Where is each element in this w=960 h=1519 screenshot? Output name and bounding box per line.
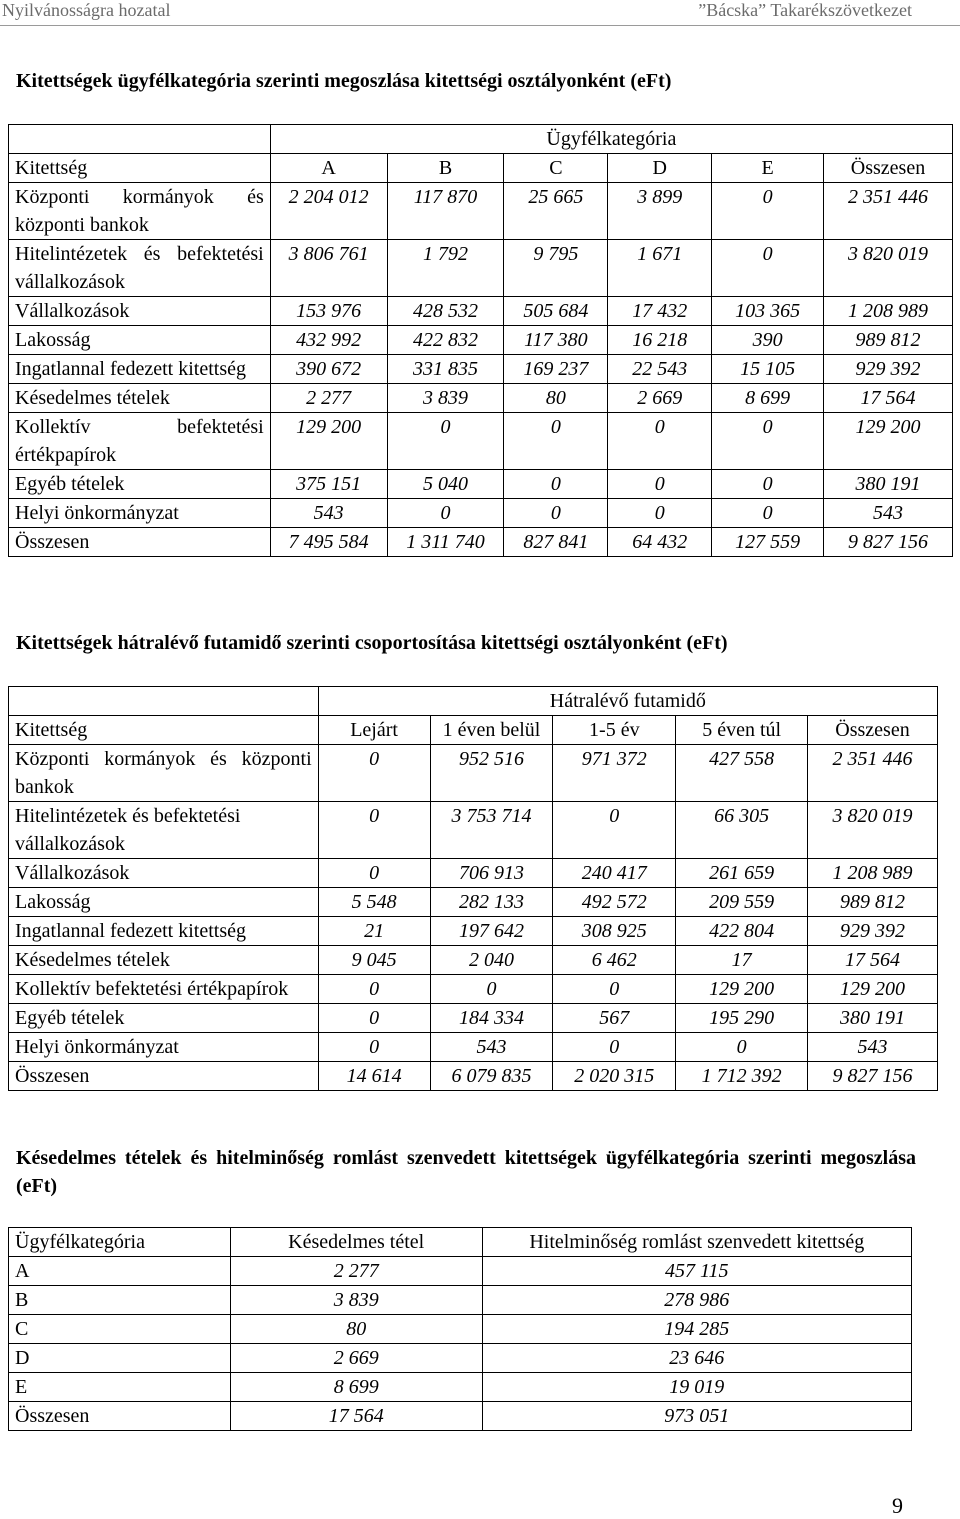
value-cell: 0 xyxy=(553,802,676,859)
value-cell: 0 xyxy=(553,975,676,1004)
row-label: Hitelintézetek és befektetési vállalkozások xyxy=(9,240,271,297)
value-cell: 8 699 xyxy=(230,1373,482,1402)
row-label: Ingatlannal fedezett kitettség xyxy=(9,917,319,946)
value-cell: 80 xyxy=(230,1315,482,1344)
value-cell: 0 xyxy=(608,470,712,499)
table-row xyxy=(9,183,953,240)
value-cell: 0 xyxy=(712,499,824,528)
value-cell: 971 372 xyxy=(553,745,676,802)
value-cell: 0 xyxy=(318,1004,430,1033)
value-cell: 0 xyxy=(504,470,608,499)
column-header: 5 éven túl xyxy=(676,716,808,745)
table-row xyxy=(9,1062,938,1091)
column-header: Kitettség xyxy=(9,716,319,745)
value-cell: 17 564 xyxy=(230,1402,482,1431)
value-cell: 2 020 315 xyxy=(553,1062,676,1091)
value-cell: 492 572 xyxy=(553,888,676,917)
value-cell: 0 xyxy=(712,240,824,297)
value-cell: 17 xyxy=(676,946,808,975)
value-cell: 3 820 019 xyxy=(808,802,938,859)
row-label: B xyxy=(9,1286,231,1315)
value-cell: 282 133 xyxy=(430,888,553,917)
table-row xyxy=(9,470,953,499)
value-cell: 929 392 xyxy=(808,917,938,946)
row-label: Egyéb tételek xyxy=(9,1004,319,1033)
value-cell: 0 xyxy=(318,859,430,888)
row-label: Lakosság xyxy=(9,888,319,917)
value-cell: 952 516 xyxy=(430,745,553,802)
column-header: B xyxy=(387,154,504,183)
value-cell: 1 712 392 xyxy=(676,1062,808,1091)
value-cell: 19 019 xyxy=(482,1373,911,1402)
value-cell: 390 672 xyxy=(270,355,387,384)
value-cell: 117 380 xyxy=(504,326,608,355)
row-label: D xyxy=(9,1344,231,1373)
overdue-impaired-table xyxy=(8,1227,912,1431)
value-cell: 6 079 835 xyxy=(430,1062,553,1091)
row-label: Késedelmes tételek xyxy=(9,946,319,975)
table-row xyxy=(9,888,938,917)
column-header: 1-5 év xyxy=(553,716,676,745)
value-cell: 0 xyxy=(387,499,504,528)
value-cell: 989 812 xyxy=(824,326,953,355)
table-row xyxy=(9,355,953,384)
value-cell: 127 559 xyxy=(712,528,824,557)
value-cell: 17 564 xyxy=(808,946,938,975)
row-label: Hitelintézetek és befektetési vállalkozások xyxy=(9,802,319,859)
table-row xyxy=(9,1315,912,1344)
value-cell: 103 365 xyxy=(712,297,824,326)
column-header-row xyxy=(9,154,953,183)
value-cell: 1 311 740 xyxy=(387,528,504,557)
value-cell: 1 792 xyxy=(387,240,504,297)
value-cell: 2 040 xyxy=(430,946,553,975)
table-header-row xyxy=(9,687,938,716)
value-cell: 0 xyxy=(712,470,824,499)
value-cell: 9 795 xyxy=(504,240,608,297)
value-cell: 0 xyxy=(608,413,712,470)
value-cell: 543 xyxy=(824,499,953,528)
value-cell: 1 671 xyxy=(608,240,712,297)
value-cell: 5 548 xyxy=(318,888,430,917)
value-cell: 543 xyxy=(270,499,387,528)
value-cell: 2 351 446 xyxy=(808,745,938,802)
table-row xyxy=(9,528,953,557)
value-cell: 15 105 xyxy=(712,355,824,384)
row-label: Lakosság xyxy=(9,326,271,355)
value-cell: 989 812 xyxy=(808,888,938,917)
value-cell: 0 xyxy=(504,413,608,470)
row-label: Kollektív befektetési értékpapírok xyxy=(9,975,319,1004)
value-cell: 827 841 xyxy=(504,528,608,557)
column-header: Összesen xyxy=(808,716,938,745)
value-cell: 2 351 446 xyxy=(824,183,953,240)
row-label: Vállalkozások xyxy=(9,297,271,326)
value-cell: 3 839 xyxy=(387,384,504,413)
header-right-text: ”Bácska” Takarékszövetkezet xyxy=(698,0,912,20)
row-label: Késedelmes tételek xyxy=(9,384,271,413)
row-label: Helyi önkormányzat xyxy=(9,499,271,528)
table-row xyxy=(9,975,938,1004)
header-divider xyxy=(0,25,960,26)
value-cell: 428 532 xyxy=(387,297,504,326)
value-cell: 422 804 xyxy=(676,917,808,946)
value-cell: 0 xyxy=(712,413,824,470)
exposure-by-client-category-table xyxy=(8,124,953,557)
value-cell: 2 277 xyxy=(230,1257,482,1286)
value-cell: 308 925 xyxy=(553,917,676,946)
table-row xyxy=(9,1004,938,1033)
table-row xyxy=(9,326,953,355)
value-cell: 2 204 012 xyxy=(270,183,387,240)
value-cell: 194 285 xyxy=(482,1315,911,1344)
value-cell: 209 559 xyxy=(676,888,808,917)
table-row xyxy=(9,917,938,946)
value-cell: 8 699 xyxy=(712,384,824,413)
column-header: C xyxy=(504,154,608,183)
section1-title: Kitettségek ügyfélkategória szerinti megoszlása kitettségi osztályonként (eFt) xyxy=(16,70,672,92)
column-header-row xyxy=(9,716,938,745)
value-cell: 0 xyxy=(430,975,553,1004)
value-cell: 129 200 xyxy=(676,975,808,1004)
value-cell: 3 839 xyxy=(230,1286,482,1315)
table-row xyxy=(9,745,938,802)
value-cell: 6 462 xyxy=(553,946,676,975)
value-cell: 129 200 xyxy=(824,413,953,470)
value-cell: 3 820 019 xyxy=(824,240,953,297)
value-cell: 17 432 xyxy=(608,297,712,326)
value-cell: 22 543 xyxy=(608,355,712,384)
value-cell: 432 992 xyxy=(270,326,387,355)
value-cell: 567 xyxy=(553,1004,676,1033)
table-row xyxy=(9,413,953,470)
value-cell: 543 xyxy=(808,1033,938,1062)
table1-body xyxy=(9,125,953,557)
table-row xyxy=(9,1033,938,1062)
value-cell: 117 870 xyxy=(387,183,504,240)
page-header xyxy=(0,0,960,26)
column-header: D xyxy=(608,154,712,183)
row-label: Egyéb tételek xyxy=(9,470,271,499)
value-cell: 380 191 xyxy=(824,470,953,499)
table-row xyxy=(9,240,953,297)
value-cell: 3 899 xyxy=(608,183,712,240)
value-cell: 457 115 xyxy=(482,1257,911,1286)
value-cell: 16 218 xyxy=(608,326,712,355)
value-cell: 1 208 989 xyxy=(808,859,938,888)
exposure-by-maturity-table xyxy=(8,686,938,1091)
value-cell: 17 564 xyxy=(824,384,953,413)
row-label: Központi kormányok és központi bankok xyxy=(9,183,271,240)
column-header: Lejárt xyxy=(318,716,430,745)
column-header: Ügyfélkategória xyxy=(9,1228,231,1257)
column-header: Összesen xyxy=(824,154,953,183)
value-cell: 195 290 xyxy=(676,1004,808,1033)
row-label: Összesen xyxy=(9,528,271,557)
value-cell: 184 334 xyxy=(430,1004,553,1033)
value-cell: 427 558 xyxy=(676,745,808,802)
value-cell: 543 xyxy=(430,1033,553,1062)
row-label: Helyi önkormányzat xyxy=(9,1033,319,1062)
value-cell: 5 040 xyxy=(387,470,504,499)
column-header: Kitettség xyxy=(9,154,271,183)
value-cell: 9 827 156 xyxy=(824,528,953,557)
value-cell: 129 200 xyxy=(808,975,938,1004)
value-cell: 0 xyxy=(318,975,430,1004)
column-header: A xyxy=(270,154,387,183)
table3-body xyxy=(9,1228,912,1431)
table-row xyxy=(9,946,938,975)
table-row xyxy=(9,384,953,413)
column-header: Hitelminőség romlást szenvedett kitettség xyxy=(482,1228,911,1257)
header-left-text: Nyilvánosságra hozatal xyxy=(2,0,171,20)
table-row xyxy=(9,1257,912,1286)
value-cell: 14 614 xyxy=(318,1062,430,1091)
table-group-header: Hátralévő futamidő xyxy=(318,687,937,716)
table-header-cell xyxy=(9,687,319,716)
table-row xyxy=(9,1286,912,1315)
value-cell: 0 xyxy=(553,1033,676,1062)
table-row xyxy=(9,297,953,326)
table-row xyxy=(9,499,953,528)
row-label: Összesen xyxy=(9,1402,231,1431)
value-cell: 380 191 xyxy=(808,1004,938,1033)
row-label: C xyxy=(9,1315,231,1344)
value-cell: 929 392 xyxy=(824,355,953,384)
section3-title: Késedelmes tételek és hitelminőség romlást szenvedett kitettségek ügyfélkategória szerinti megoszlása (eFt) xyxy=(16,1147,916,1197)
table-row xyxy=(9,802,938,859)
value-cell: 0 xyxy=(387,413,504,470)
value-cell: 505 684 xyxy=(504,297,608,326)
value-cell: 278 986 xyxy=(482,1286,911,1315)
value-cell: 9 045 xyxy=(318,946,430,975)
value-cell: 331 835 xyxy=(387,355,504,384)
value-cell: 66 305 xyxy=(676,802,808,859)
value-cell: 261 659 xyxy=(676,859,808,888)
page-number: 9 xyxy=(892,1493,903,1518)
row-label: Központi kormányok és központi bankok xyxy=(9,745,319,802)
value-cell: 21 xyxy=(318,917,430,946)
value-cell: 3 806 761 xyxy=(270,240,387,297)
table-row xyxy=(9,1402,912,1431)
value-cell: 9 827 156 xyxy=(808,1062,938,1091)
value-cell: 0 xyxy=(676,1033,808,1062)
row-label: Összesen xyxy=(9,1062,319,1091)
value-cell: 0 xyxy=(318,745,430,802)
value-cell: 0 xyxy=(504,499,608,528)
row-label: Ingatlannal fedezett kitettség xyxy=(9,355,271,384)
value-cell: 240 417 xyxy=(553,859,676,888)
value-cell: 64 432 xyxy=(608,528,712,557)
table-row xyxy=(9,1373,912,1402)
value-cell: 153 976 xyxy=(270,297,387,326)
table-row xyxy=(9,859,938,888)
value-cell: 1 208 989 xyxy=(824,297,953,326)
row-label: A xyxy=(9,1257,231,1286)
column-header: 1 éven belül xyxy=(430,716,553,745)
table-row xyxy=(9,1344,912,1373)
column-header-row xyxy=(9,1228,912,1257)
value-cell: 2 669 xyxy=(608,384,712,413)
section2-title: Kitettségek hátralévő futamidő szerinti csoportosítása kitettségi osztályonként (eFt) xyxy=(16,632,728,654)
value-cell: 2 277 xyxy=(270,384,387,413)
value-cell: 0 xyxy=(712,183,824,240)
row-label: Kollektív befektetési értékpapírok xyxy=(9,413,271,470)
value-cell: 375 151 xyxy=(270,470,387,499)
value-cell: 0 xyxy=(318,1033,430,1062)
value-cell: 80 xyxy=(504,384,608,413)
table-group-header: Ügyfélkategória xyxy=(270,125,952,154)
column-header: E xyxy=(712,154,824,183)
value-cell: 390 xyxy=(712,326,824,355)
value-cell: 973 051 xyxy=(482,1402,911,1431)
value-cell: 169 237 xyxy=(504,355,608,384)
value-cell: 3 753 714 xyxy=(430,802,553,859)
value-cell: 129 200 xyxy=(270,413,387,470)
row-label: Vállalkozások xyxy=(9,859,319,888)
value-cell: 25 665 xyxy=(504,183,608,240)
value-cell: 2 669 xyxy=(230,1344,482,1373)
value-cell: 0 xyxy=(318,802,430,859)
value-cell: 197 642 xyxy=(430,917,553,946)
table2-body xyxy=(9,687,938,1091)
table-header-row xyxy=(9,125,953,154)
value-cell: 422 832 xyxy=(387,326,504,355)
value-cell: 706 913 xyxy=(430,859,553,888)
table-header-cell xyxy=(9,125,271,154)
value-cell: 0 xyxy=(608,499,712,528)
column-header: Késedelmes tétel xyxy=(230,1228,482,1257)
value-cell: 7 495 584 xyxy=(270,528,387,557)
value-cell: 23 646 xyxy=(482,1344,911,1373)
row-label: E xyxy=(9,1373,231,1402)
